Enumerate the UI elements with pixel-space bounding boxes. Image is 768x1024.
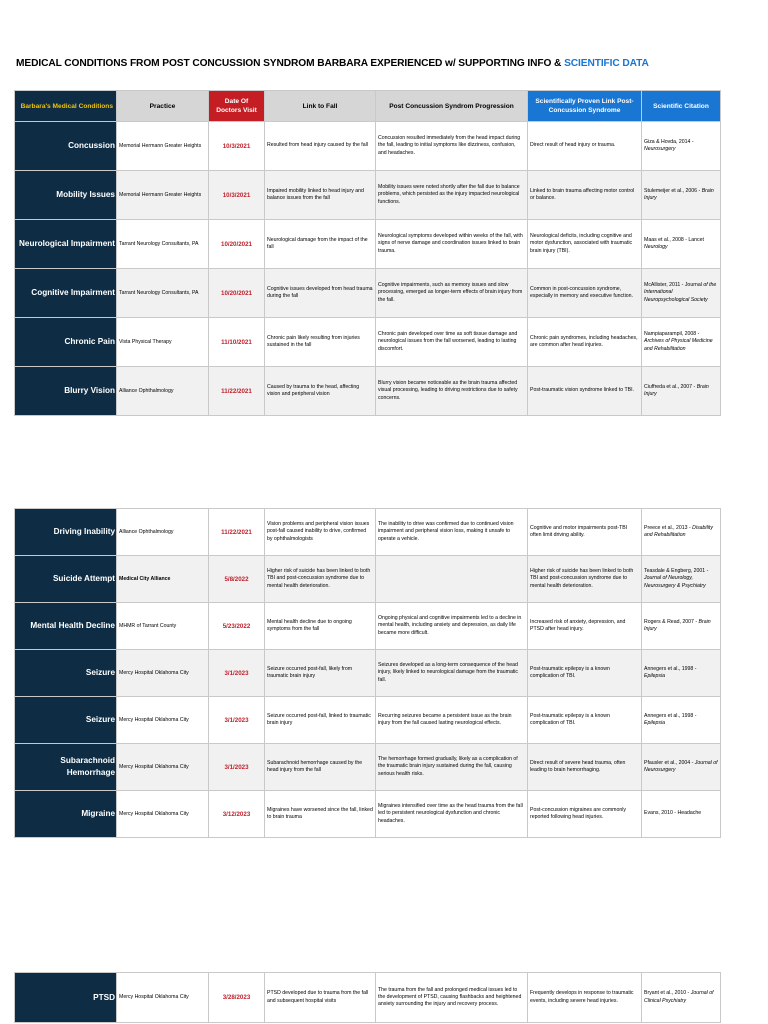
- header-date: Date Of Doctors Visit: [209, 91, 265, 122]
- link-cell: Seizure occurred post-fall, linked to traumatic brain injury: [265, 697, 376, 744]
- table-row: [15, 269, 721, 318]
- proven-cell: Cognitive and motor impairments post-TBI often limit driving ability.: [528, 509, 642, 556]
- citation-author: Annegers et al., 1998 -: [644, 712, 697, 719]
- citation-journal: Brain Injury: [644, 383, 709, 397]
- link-cell: Caused by trauma to the head, affecting vision and peripheral vision: [265, 367, 376, 416]
- citation-cell: [642, 973, 721, 1023]
- citation-author: Preece et al., 2013 -: [644, 524, 691, 531]
- condition-cell: PTSD: [15, 973, 117, 1023]
- date-cell: 10/3/2021: [209, 122, 265, 171]
- date-cell: 11/10/2021: [209, 318, 265, 367]
- citation-journal: Journal of Neurology, Neurosurgery & Psychiatry: [644, 575, 706, 589]
- proven-cell: Direct result of head injury or trauma.: [528, 122, 642, 171]
- page-title: [16, 58, 649, 69]
- progression-cell: Neurological symptoms developed within weeks of the fall, with signs of nerve damage and coordination issues linked to brain trauma.: [376, 220, 528, 269]
- page-title-accent: SCIENTIFIC DATA: [564, 58, 649, 69]
- proven-cell: Common in post-concussion syndrome, especially in memory and executive function.: [528, 269, 642, 318]
- citation-cell: [642, 318, 721, 367]
- table-row: [15, 791, 721, 838]
- date-cell: 3/28/2023: [209, 973, 265, 1023]
- condition-cell: Migraine: [15, 791, 117, 838]
- condition-cell: Chronic Pain: [15, 318, 117, 367]
- practice-cell: Alliance Ophthalmology: [117, 367, 209, 416]
- date-cell: 3/12/2023: [209, 791, 265, 838]
- table-row: [15, 650, 721, 697]
- citation-journal: Brain Injury: [644, 618, 711, 632]
- table-row: [15, 697, 721, 744]
- proven-cell: Linked to brain trauma affecting motor control or balance.: [528, 171, 642, 220]
- page-title-main: MEDICAL CONDITIONS FROM POST CONCUSSION SYNDROM BARBARA EXPERIENCED w/ SUPPORTING INFO &: [16, 58, 565, 69]
- citation-cell: [642, 171, 721, 220]
- progression-cell: [376, 556, 528, 603]
- date-cell: 11/22/2021: [209, 367, 265, 416]
- proven-cell: Chronic pain syndromes, including headaches, are common after head injuries.: [528, 318, 642, 367]
- citation-author: Giza & Hovda, 2014 -: [644, 138, 694, 145]
- citation-cell: [642, 791, 721, 838]
- progression-cell: The hemorrhage formed gradually, likely as a complication of the traumatic brain injury sustained during the fall, causing serious health risks.: [376, 744, 528, 791]
- condition-cell: Seizure: [15, 650, 117, 697]
- date-cell: 10/20/2021: [209, 269, 265, 318]
- practice-cell: Mercy Hospital Oklahoma City: [117, 650, 209, 697]
- citation-journal: Journal of Clinical Psychiatry: [644, 990, 714, 1004]
- table-row: [15, 171, 721, 220]
- progression-cell: Recurring seizures became a persistent issue as the brain injury from the fall caused lasting neurological effects.: [376, 697, 528, 744]
- citation-journal: Epilepsia: [644, 673, 666, 679]
- progression-cell: Chronic pain developed over time as soft tissue damage and neurological issues from the fall worsened, leading to lasting discomfort.: [376, 318, 528, 367]
- link-cell: Resulted from head injury caused by the fall: [265, 122, 376, 171]
- citation-cell: [642, 697, 721, 744]
- progression-cell: Blurry vision became noticeable as the brain trauma affected visual processing, leading to driving restrictions due to safety concerns.: [376, 367, 528, 416]
- table-row: [15, 603, 721, 650]
- link-cell: Vision problems and peripheral vision issues post-fall caused inability to drive, confirmed by ophthalmologists: [265, 509, 376, 556]
- citation-cell: [642, 122, 721, 171]
- date-cell: 10/3/2021: [209, 171, 265, 220]
- table-row: [15, 509, 721, 556]
- proven-cell: Post-traumatic epilepsy is a known complication of TBI.: [528, 697, 642, 744]
- citation-author: Bryant et al., 2010 -: [644, 990, 690, 997]
- citation-journal: Disability and Rehabilitation: [644, 524, 713, 538]
- citation-author: McAllister, 2011 - Journal: [644, 282, 702, 289]
- proven-cell: Direct result of severe head trauma, often leading to brain hemorrhaging.: [528, 744, 642, 791]
- progression-cell: Mobility issues were noted shortly after the fall due to balance problems, which persisted as the injury impacted neurological functions.: [376, 171, 528, 220]
- citation-author: Nampiaparampil, 2008 -: [644, 331, 700, 338]
- citation-journal: Epilepsia: [644, 720, 666, 726]
- citation-cell: [642, 509, 721, 556]
- citation-journal: Brain Injury: [644, 187, 714, 201]
- citation-cell: [642, 603, 721, 650]
- practice-cell: Medical City Alliance: [117, 556, 209, 603]
- link-cell: Cognitive issues developed from head trauma during the fall: [265, 269, 376, 318]
- table-row: [15, 318, 721, 367]
- practice-cell: Alliance Ophthalmology: [117, 509, 209, 556]
- proven-cell: Neurological deficits, including cognitive and motor dysfunction, associated with traumatic brain injury (TBI).: [528, 220, 642, 269]
- practice-cell: Tarrant Neurology Consultants, PA: [117, 220, 209, 269]
- date-cell: 10/20/2021: [209, 220, 265, 269]
- link-cell: Neurological damage from the impact of the fall: [265, 220, 376, 269]
- practice-cell: Mercy Hospital Oklahoma City: [117, 744, 209, 791]
- date-cell: 3/1/2023: [209, 744, 265, 791]
- citation-author: Teasdale & Engberg, 2001 -: [644, 568, 709, 575]
- proven-cell: Frequently develops in response to traumatic events, including severe head injuries.: [528, 973, 642, 1023]
- progression-cell: Seizures developed as a long-term consequence of the head injury, likely linked to neurological damage from the traumatic fall.: [376, 650, 528, 697]
- link-cell: Subarachnoid hemorrhage caused by the head injury from the fall: [265, 744, 376, 791]
- link-cell: Mental health decline due to ongoing symptoms from the fall: [265, 603, 376, 650]
- condition-cell: Seizure: [15, 697, 117, 744]
- header-condition: Barbara's Medical Conditions: [15, 91, 117, 122]
- date-cell: 5/8/2022: [209, 556, 265, 603]
- table-row: [15, 367, 721, 416]
- condition-cell: Suicide Attempt: [15, 556, 117, 603]
- link-cell: Migraines have worsened since the fall, linked to brain trauma: [265, 791, 376, 838]
- citation-author: Maas et al., 2008 - Lancet: [644, 236, 704, 243]
- link-cell: Seizure occurred post-fall, likely from traumatic brain injury: [265, 650, 376, 697]
- practice-cell: MHMR of Tarrant County: [117, 603, 209, 650]
- link-cell: Chronic pain likely resulting from injuries sustained in the fall: [265, 318, 376, 367]
- date-cell: 11/22/2021: [209, 509, 265, 556]
- practice-cell: Mercy Hospital Oklahoma City: [117, 697, 209, 744]
- practice-cell: Mercy Hospital Oklahoma City: [117, 791, 209, 838]
- progression-cell: Ongoing physical and cognitive impairments led to a decline in mental health, including anxiety and depression, as daily life became more difficult.: [376, 603, 528, 650]
- date-cell: 5/23/2022: [209, 603, 265, 650]
- date-cell: 3/1/2023: [209, 697, 265, 744]
- progression-cell: Migraines intensified over time as the head trauma from the fall led to persistent neurological dysfunction and chronic headaches.: [376, 791, 528, 838]
- link-cell: Impaired mobility linked to head injury and balance issues from the fall: [265, 171, 376, 220]
- practice-cell: Mercy Hospital Oklahoma City: [117, 973, 209, 1023]
- conditions-table-2: [14, 508, 721, 838]
- practice-cell: Vista Physical Therapy: [117, 318, 209, 367]
- proven-cell: Higher risk of suicide has been linked to both TBI and post-concussion syndrome due to mental health deterioration.: [528, 556, 642, 603]
- condition-cell: Cognitive Impairment: [15, 269, 117, 318]
- citation-author: Ciuffreda et al., 2007 -: [644, 383, 696, 390]
- condition-cell: Neurological Impairment: [15, 220, 117, 269]
- condition-cell: Mental Health Decline: [15, 603, 117, 650]
- header-practice: Practice: [117, 91, 209, 122]
- header-citation: Scientific Citation: [642, 91, 721, 122]
- table-row: [15, 744, 721, 791]
- citation-cell: [642, 556, 721, 603]
- table-row: [15, 220, 721, 269]
- progression-cell: Cognitive impairments, such as memory issues and slow processing, emerged as longer-term effects of brain injury from the fall.: [376, 269, 528, 318]
- proven-cell: Post-concussion migraines are commonly reported following head injuries.: [528, 791, 642, 838]
- table-row: [15, 122, 721, 171]
- citation-journal: Archives of Physical Medicine and Rehabilitation: [644, 338, 713, 352]
- condition-cell: Driving Inability: [15, 509, 117, 556]
- conditions-table-1: [14, 90, 721, 416]
- header-progression: Post Concussion Syndrom Progression: [376, 91, 528, 122]
- citation-journal: Neurology: [644, 244, 668, 250]
- header-link: Link to Fall: [265, 91, 376, 122]
- proven-cell: Post-traumatic epilepsy is a known complication of TBI.: [528, 650, 642, 697]
- link-cell: Higher risk of suicide has been linked to both TBI and post-concussion syndrome due to mental health deterioration.: [265, 556, 376, 603]
- citation-cell: [642, 220, 721, 269]
- conditions-table-3: [14, 972, 721, 1023]
- header-proven: Scientifically Proven Link Post-Concussion Syndrome: [528, 91, 642, 122]
- condition-cell: Mobility Issues: [15, 171, 117, 220]
- citation-author: Pfausler et al., 2004 -: [644, 759, 694, 766]
- citation-journal: Journal of Neurosurgery: [644, 759, 718, 773]
- progression-cell: Concussion resulted immediately from the head impact during the fall, leading to initial symptoms like dizziness, confusion, and headaches.: [376, 122, 528, 171]
- citation-author: Evans, 2010 - Headache: [644, 810, 702, 817]
- citation-cell: [642, 744, 721, 791]
- proven-cell: Post-traumatic vision syndrome linked to TBI.: [528, 367, 642, 416]
- citation-cell: [642, 367, 721, 416]
- practice-cell: Memorial Hermann Greater Heights: [117, 122, 209, 171]
- header-row: [15, 91, 721, 122]
- citation-journal: of the International Neuropsychological Society: [644, 282, 717, 303]
- citation-author: Rogers & Read, 2007 -: [644, 618, 698, 625]
- citation-author: Annegers et al., 1998 -: [644, 665, 697, 672]
- progression-cell: The inability to drive was confirmed due to continued vision impairment and peripheral vision loss, making it unsafe to operate a vehicle.: [376, 509, 528, 556]
- condition-cell: Blurry Vision: [15, 367, 117, 416]
- table-row: [15, 556, 721, 603]
- progression-cell: The trauma from the fall and prolonged medical issues led to the development of PTSD, causing flashbacks and heightened anxiety surrounding the injury and recovery process.: [376, 973, 528, 1023]
- citation-author: Stulemeijer et al., 2006 -: [644, 187, 701, 194]
- practice-cell: Tarrant Neurology Consultants, PA: [117, 269, 209, 318]
- table-row: [15, 973, 721, 1023]
- date-cell: 3/1/2023: [209, 650, 265, 697]
- condition-cell: Concussion: [15, 122, 117, 171]
- citation-cell: [642, 650, 721, 697]
- condition-cell: Subarachnoid Hemorrhage: [15, 744, 117, 791]
- practice-cell: Memorial Hermann Greater Heights: [117, 171, 209, 220]
- proven-cell: Increased risk of anxiety, depression, and PTSD after head injury.: [528, 603, 642, 650]
- link-cell: PTSD developed due to trauma from the fall and subsequent hospital visits: [265, 973, 376, 1023]
- citation-journal: Neurosurgery: [644, 146, 676, 152]
- citation-cell: [642, 269, 721, 318]
